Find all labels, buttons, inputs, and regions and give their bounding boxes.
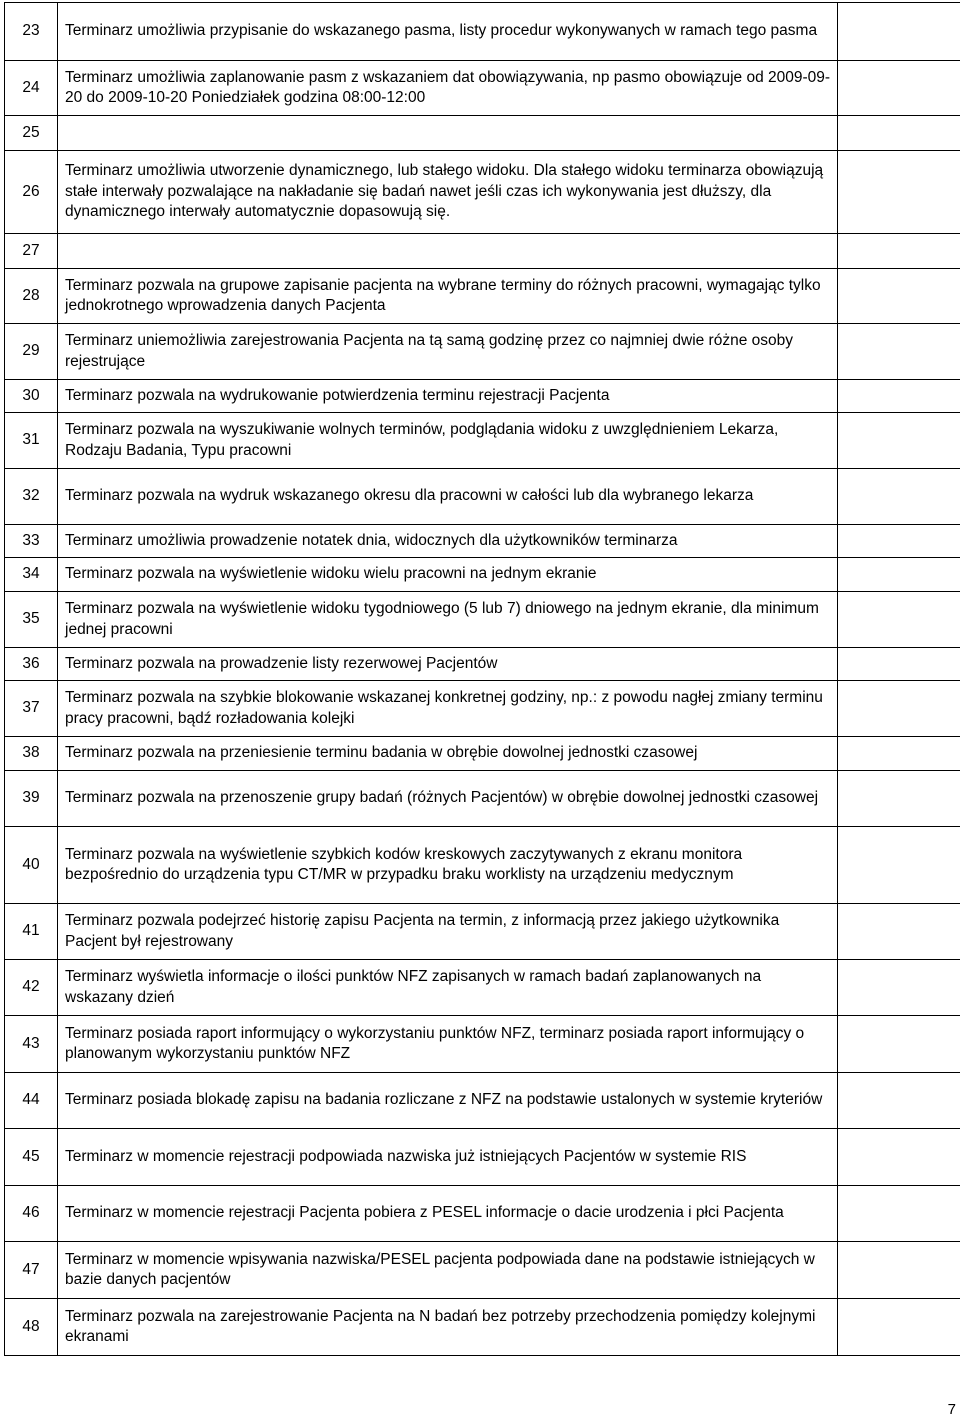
table-row [5, 413, 960, 469]
requirement-text: Terminarz uniemożliwia zarejestrowania Pacjenta na tą samą godzinę przez co najmniej dwie różne osoby rejestrujące [58, 324, 838, 380]
empty-cell [838, 904, 960, 960]
row-number: 44 [5, 1073, 58, 1129]
row-number: 36 [5, 648, 58, 681]
requirement-text: Terminarz pozwala na wyszukiwanie wolnych terminów, podglądania widoku z uwzględnieniem Lekarza, Rodzaju Badania, Typu pracowni [58, 413, 838, 469]
requirement-text: Terminarz pozwala na wyświetlenie widoku wielu pracowni na jednym ekranie [58, 558, 838, 592]
empty-cell [838, 681, 960, 737]
table-row [5, 324, 960, 380]
empty-cell [838, 151, 960, 234]
row-number: 27 [5, 234, 58, 269]
table-row [5, 116, 960, 151]
table-row [5, 380, 960, 413]
row-number: 35 [5, 592, 58, 648]
requirement-text: Terminarz posiada blokadę zapisu na badania rozliczane z NFZ na podstawie ustalonych w systemie kryteriów [58, 1073, 838, 1129]
empty-cell [838, 1299, 960, 1356]
table-row [5, 61, 960, 116]
empty-cell [838, 234, 960, 269]
empty-cell [838, 3, 960, 61]
requirement-text [58, 234, 838, 269]
row-number: 30 [5, 380, 58, 413]
row-number: 29 [5, 324, 58, 380]
table-row [5, 771, 960, 827]
requirements-table [4, 2, 960, 1356]
table-row [5, 151, 960, 234]
requirement-text: Terminarz pozwala na wydrukowanie potwierdzenia terminu rejestracji Pacjenta [58, 380, 838, 413]
empty-cell [838, 1242, 960, 1299]
empty-cell [838, 1186, 960, 1242]
requirement-text [58, 116, 838, 151]
empty-cell [838, 592, 960, 648]
row-number: 28 [5, 269, 58, 324]
requirement-text: Terminarz pozwala na zarejestrowanie Pacjenta na N badań bez potrzeby przechodzenia pomiędzy kolejnymi ekranami [58, 1299, 838, 1356]
empty-cell [838, 116, 960, 151]
empty-cell [838, 960, 960, 1016]
empty-cell [838, 1129, 960, 1186]
requirement-text: Terminarz umożliwia prowadzenie notatek dnia, widocznych dla użytkowników terminarza [58, 525, 838, 558]
page-number: 7 [947, 1401, 956, 1418]
empty-cell [838, 1016, 960, 1073]
row-number: 39 [5, 771, 58, 827]
table-row [5, 269, 960, 324]
row-number: 47 [5, 1242, 58, 1299]
table-row [5, 1016, 960, 1073]
row-number: 48 [5, 1299, 58, 1356]
requirement-text: Terminarz w momencie wpisywania nazwiska/PESEL pacjenta podpowiada dane na podstawie istniejących w bazie danych pacjentów [58, 1242, 838, 1299]
row-number: 46 [5, 1186, 58, 1242]
empty-cell [838, 61, 960, 116]
requirement-text: Terminarz pozwala na prowadzenie listy rezerwowej Pacjentów [58, 648, 838, 681]
requirement-text: Terminarz w momencie rejestracji podpowiada nazwiska już istniejących Pacjentów w systemie RIS [58, 1129, 838, 1186]
table-row [5, 525, 960, 558]
table-row [5, 827, 960, 904]
table-row [5, 558, 960, 592]
requirement-text: Terminarz pozwala na wyświetlenie szybkich kodów kreskowych zaczytywanych z ekranu monitora bezpośrednio do urządzenia typu CT/MR w przypadku braku worklisty na urządzeniu medycznym [58, 827, 838, 904]
empty-cell [838, 558, 960, 592]
row-number: 40 [5, 827, 58, 904]
table-row [5, 234, 960, 269]
table-row [5, 737, 960, 771]
requirement-text: Terminarz umożliwia zaplanowanie pasm z wskazaniem dat obowiązywania, np pasmo obowiązuje od 2009-09-20 do 2009-10-20 Poniedziałek godzina 08:00-12:00 [58, 61, 838, 116]
table-row [5, 469, 960, 525]
table-row [5, 904, 960, 960]
table-row [5, 1073, 960, 1129]
requirements-table-body [5, 3, 960, 1356]
requirement-text: Terminarz pozwala na wyświetlenie widoku tygodniowego (5 lub 7) dniowego na jednym ekranie, dla minimum jednej pracowni [58, 592, 838, 648]
row-number: 34 [5, 558, 58, 592]
table-row [5, 1242, 960, 1299]
empty-cell [838, 827, 960, 904]
requirement-text: Terminarz pozwala na grupowe zapisanie pacjenta na wybrane terminy do różnych pracowni, wymagając tylko jednokrotnego wprowadzenia danych Pacjenta [58, 269, 838, 324]
row-number: 45 [5, 1129, 58, 1186]
requirement-text: Terminarz pozwala na wydruk wskazanego okresu dla pracowni w całości lub dla wybranego lekarza [58, 469, 838, 525]
empty-cell [838, 469, 960, 525]
requirement-text: Terminarz pozwala na przenoszenie grupy badań (różnych Pacjentów) w obrębie dowolnej jednostki czasowej [58, 771, 838, 827]
row-number: 42 [5, 960, 58, 1016]
row-number: 31 [5, 413, 58, 469]
empty-cell [838, 380, 960, 413]
requirement-text: Terminarz umożliwia przypisanie do wskazanego pasma, listy procedur wykonywanych w ramach tego pasma [58, 3, 838, 61]
row-number: 41 [5, 904, 58, 960]
table-row [5, 960, 960, 1016]
row-number: 24 [5, 61, 58, 116]
row-number: 32 [5, 469, 58, 525]
row-number: 23 [5, 3, 58, 61]
requirement-text: Terminarz pozwala na szybkie blokowanie wskazanej konkretnej godziny, np.: z powodu nagłej zmiany terminu pracy pracowni, bądź rozładowania kolejki [58, 681, 838, 737]
requirement-text: Terminarz pozwala na przeniesienie terminu badania w obrębie dowolnej jednostki czasowej [58, 737, 838, 771]
requirement-text: Terminarz posiada raport informujący o wykorzystaniu punktów NFZ, terminarz posiada raport informujący o planowanym wykorzystaniu punktów NFZ [58, 1016, 838, 1073]
row-number: 38 [5, 737, 58, 771]
table-row [5, 681, 960, 737]
empty-cell [838, 771, 960, 827]
empty-cell [838, 324, 960, 380]
requirement-text: Terminarz pozwala podejrzeć historię zapisu Pacjenta na termin, z informacją przez jakiego użytkownika Pacjent był rejestrowany [58, 904, 838, 960]
requirement-text: Terminarz wyświetla informacje o ilości punktów NFZ zapisanych w ramach badań zaplanowanych na wskazany dzień [58, 960, 838, 1016]
row-number: 43 [5, 1016, 58, 1073]
table-row [5, 648, 960, 681]
empty-cell [838, 413, 960, 469]
row-number: 37 [5, 681, 58, 737]
table-row [5, 592, 960, 648]
empty-cell [838, 525, 960, 558]
table-row [5, 1129, 960, 1186]
row-number: 33 [5, 525, 58, 558]
table-row [5, 1299, 960, 1356]
row-number: 26 [5, 151, 58, 234]
table-row [5, 1186, 960, 1242]
empty-cell [838, 269, 960, 324]
empty-cell [838, 737, 960, 771]
requirement-text: Terminarz umożliwia utworzenie dynamicznego, lub stałego widoku. Dla stałego widoku terminarza obowiązują stałe interwały pozwalające na nakładanie się badań nawet jeśli czas ich wykonywania jest dłuższy, dla dynamicznego interwały automatycznie dopasowują się. [58, 151, 838, 234]
empty-cell [838, 648, 960, 681]
row-number: 25 [5, 116, 58, 151]
empty-cell [838, 1073, 960, 1129]
requirement-text: Terminarz w momencie rejestracji Pacjenta pobiera z PESEL informacje o dacie urodzenia i płci Pacjenta [58, 1186, 838, 1242]
table-row [5, 3, 960, 61]
